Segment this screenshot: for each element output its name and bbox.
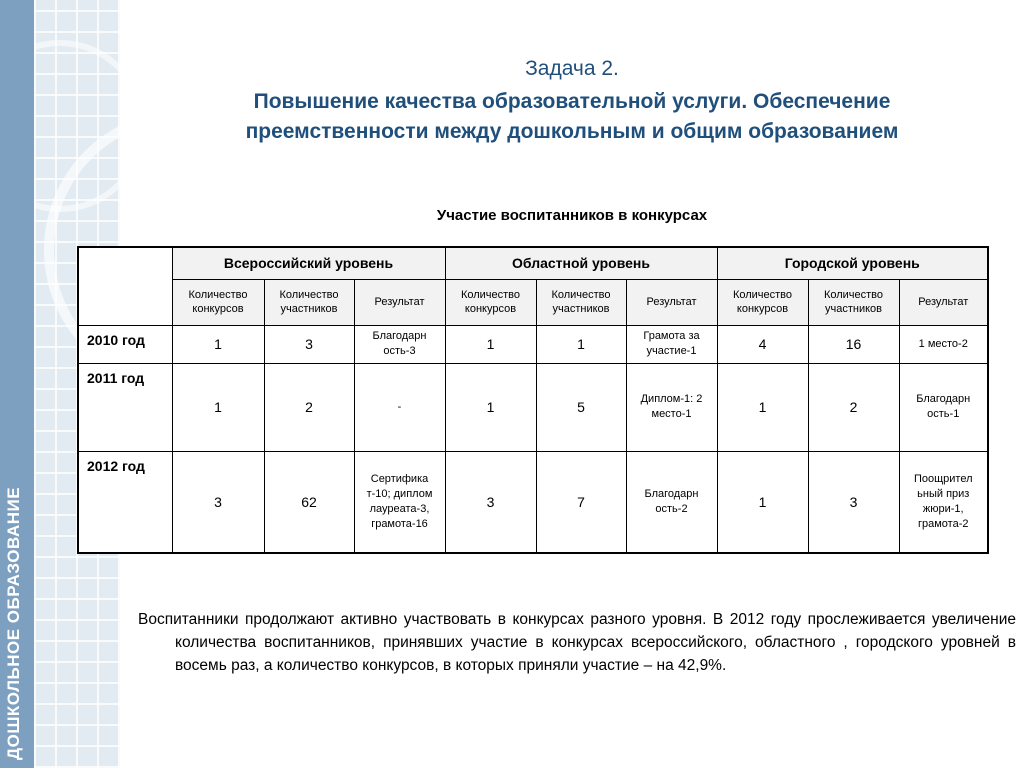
- data-cell: 1: [445, 363, 536, 451]
- decorative-ring-small: [34, 40, 120, 212]
- column-header-line: Количество: [551, 289, 611, 301]
- page-title: [120, 87, 1024, 147]
- column-header-line: Результат: [918, 296, 969, 308]
- data-cell: Благодарн ость-3: [354, 325, 445, 363]
- data-cell: 2: [264, 363, 354, 451]
- column-header: [626, 279, 717, 325]
- column-header-line: конкурсов: [464, 303, 517, 315]
- sidebar-label: ДОШКОЛЬНОЕ ОБРАЗОВАНИЕ: [4, 486, 23, 760]
- column-header-line: участников: [824, 303, 882, 315]
- data-cell: 7: [536, 451, 626, 553]
- column-header-line: Количество: [460, 289, 521, 301]
- level-header: Городской уровень: [717, 247, 988, 279]
- table-row: [78, 325, 988, 363]
- data-cell: 3: [264, 325, 354, 363]
- data-cell: Сертифика т-10; диплом лауреата-3, грамота-16: [354, 451, 445, 553]
- data-cell: 4: [717, 325, 808, 363]
- page-title-line-1: Повышение качества образовательной услуги. Обеспечение: [253, 90, 891, 113]
- data-cell: 1: [172, 325, 264, 363]
- column-header-line: Количество: [279, 289, 339, 301]
- page-title-line-2: преемственности между дошкольным и общим образованием: [245, 120, 899, 143]
- year-cell: 2010 год: [78, 325, 172, 363]
- data-cell: Грамота за участие-1: [626, 325, 717, 363]
- data-cell: 1: [445, 325, 536, 363]
- table-row: [78, 363, 988, 451]
- column-header: [172, 279, 264, 325]
- data-cell: 5: [536, 363, 626, 451]
- data-cell: 1: [717, 363, 808, 451]
- column-header: [899, 279, 988, 325]
- year-cell: 2011 год: [78, 363, 172, 451]
- data-cell: 1: [172, 363, 264, 451]
- data-cell: 3: [172, 451, 264, 553]
- year-cell: 2012 год: [78, 451, 172, 553]
- summary-paragraph: Воспитанники продолжают активно участвовать в конкурсах разного уровня. В 2012 году прослеживается увеличение количества воспитанников, принявших участие в конкурсах всероссийского, областного , городского уровней в восемь раз, а количество конкурсов, в которых приняли участие – на 42,9%.: [138, 611, 1016, 674]
- data-cell: Благодарн ость-2: [626, 451, 717, 553]
- column-header: [717, 279, 808, 325]
- column-header-line: Количество: [823, 289, 884, 301]
- corner-cell: [78, 247, 172, 325]
- column-header-line: Результат: [374, 296, 425, 308]
- data-cell: Диплом-1: 2 место-1: [626, 363, 717, 451]
- data-cell: 3: [445, 451, 536, 553]
- sidebar-band: [0, 0, 34, 768]
- column-header: [264, 279, 354, 325]
- data-cell: 3: [808, 451, 899, 553]
- data-cell: 1 место-2: [899, 325, 988, 363]
- level-header: Всероссийский уровень: [172, 247, 445, 279]
- column-header-line: Количество: [732, 289, 793, 301]
- data-cell: 16: [808, 325, 899, 363]
- column-header-row: [78, 279, 988, 325]
- column-header-line: Количество: [188, 289, 248, 301]
- level-header: Областной уровень: [445, 247, 717, 279]
- column-header: [445, 279, 536, 325]
- competitions-table: [77, 246, 989, 554]
- data-cell: 2: [808, 363, 899, 451]
- column-header-line: Результат: [646, 296, 697, 308]
- table-row: [78, 451, 988, 553]
- column-header: [536, 279, 626, 325]
- table-caption: Участие воспитанников в конкурсах: [436, 207, 708, 224]
- column-header-line: участников: [552, 303, 610, 315]
- column-header: [354, 279, 445, 325]
- data-cell: 1: [717, 451, 808, 553]
- data-cell: 62: [264, 451, 354, 553]
- level-header-row: [78, 247, 988, 279]
- data-cell: Поощрител ьный приз жюри-1, грамота-2: [899, 451, 988, 553]
- column-header-line: конкурсов: [192, 303, 244, 315]
- data-cell: 1: [536, 325, 626, 363]
- data-cell: Благодарн ость-1: [899, 363, 988, 451]
- data-cell: -: [354, 363, 445, 451]
- task-number: Задача 2.: [525, 57, 619, 80]
- column-header-line: участников: [280, 303, 338, 315]
- column-header: [808, 279, 899, 325]
- column-header-line: конкурсов: [736, 303, 789, 315]
